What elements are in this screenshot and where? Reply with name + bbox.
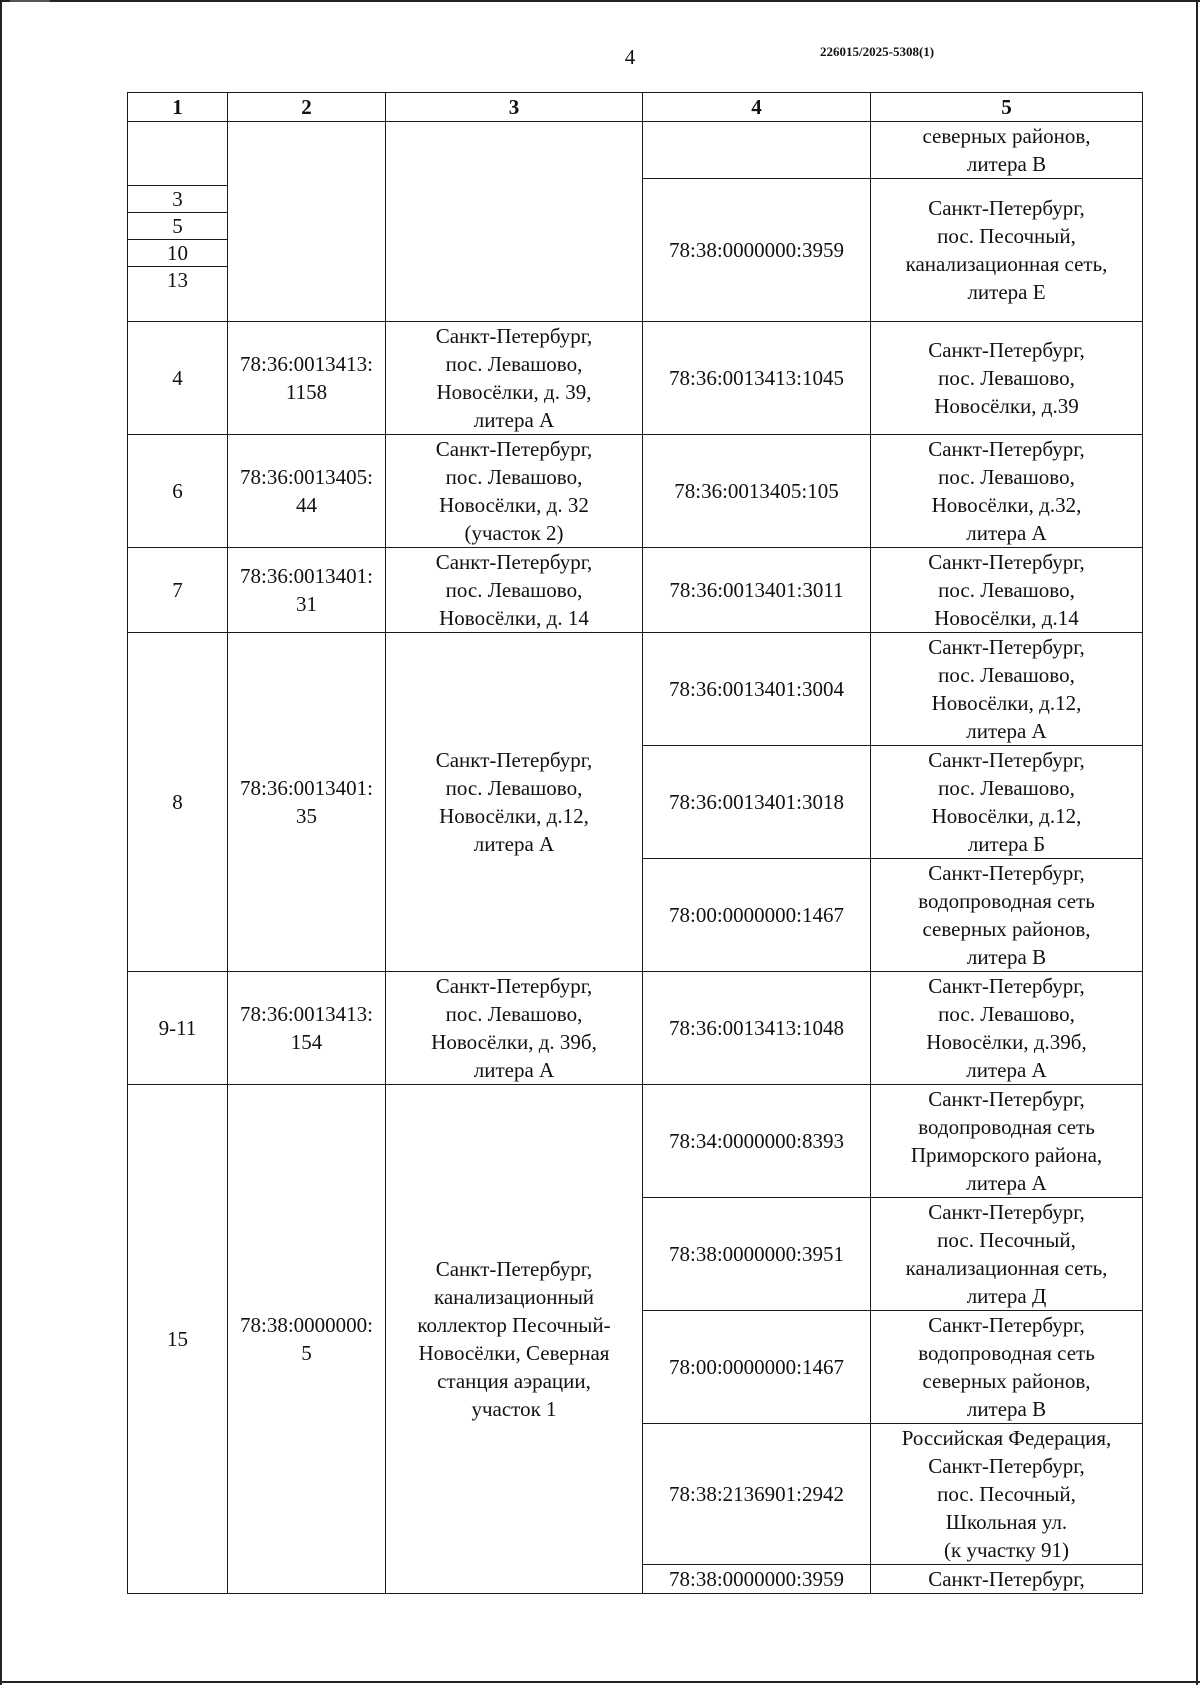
header-col-5: 5 xyxy=(871,93,1143,122)
header-col-4: 4 xyxy=(643,93,871,122)
related-cadastral-cell: 78:36:0013401:3011 xyxy=(643,548,871,633)
cadastral-number-cell: 78:36:0013405: 44 xyxy=(228,435,386,548)
page-border-bottom xyxy=(0,1681,1200,1683)
related-address-cell: Санкт-Петербург, пос. Левашово, Новосёлки, д.12, литера Б xyxy=(871,746,1143,859)
header-col-2: 2 xyxy=(228,93,386,122)
row-number-cell: 7 xyxy=(128,548,228,633)
related-address-cell: Санкт-Петербург, пос. Левашово, Новосёлки, д.32, литера А xyxy=(871,435,1143,548)
continued-number: 13 xyxy=(128,266,227,293)
address-cell: Санкт-Петербург, пос. Левашово, Новосёлки, д.12, литера А xyxy=(386,633,643,972)
related-cadastral-cell: 78:34:0000000:8393 xyxy=(643,1085,871,1198)
table-row xyxy=(128,122,1143,179)
row-number-cell: 8 xyxy=(128,633,228,972)
table-row xyxy=(128,548,1143,633)
related-address-cell: Российская Федерация, Санкт-Петербург, пос. Песочный, Школьная ул. (к участку 91) xyxy=(871,1424,1143,1565)
related-cadastral-cell: 78:38:0000000:3951 xyxy=(643,1198,871,1311)
continued-number: 5 xyxy=(128,212,227,239)
row-number-cell: 6 xyxy=(128,435,228,548)
table-row xyxy=(128,435,1143,548)
related-address-cell: Санкт-Петербург, пос. Левашово, Новосёлки, д.12, литера А xyxy=(871,633,1143,746)
table-row xyxy=(128,972,1143,1085)
row-number-cell: 15 xyxy=(128,1085,228,1594)
related-address-cell: Санкт-Петербург, пос. Левашово, Новосёлки, д.14 xyxy=(871,548,1143,633)
scan-corner-mark xyxy=(10,0,50,2)
cadastral-number-cell: 78:38:0000000: 5 xyxy=(228,1085,386,1594)
table-row xyxy=(128,322,1143,435)
continued-number: 10 xyxy=(128,239,227,266)
cadastral-number-cell: 78:36:0013401: 31 xyxy=(228,548,386,633)
page-border-top xyxy=(0,0,1200,2)
address-cell: Санкт-Петербург, канализационный коллектор Песочный- Новосёлки, Северная станция аэрации, участок 1 xyxy=(386,1085,643,1594)
related-cadastral-cell: 78:36:0013401:3004 xyxy=(643,633,871,746)
related-address-cell: Санкт-Петербург, водопроводная сеть северных районов, литера В xyxy=(871,1311,1143,1424)
cadastral-number-cell: 78:36:0013413: 154 xyxy=(228,972,386,1085)
related-cadastral-cell: 78:00:0000000:1467 xyxy=(643,1311,871,1424)
related-cadastral-cell: 78:36:0013413:1048 xyxy=(643,972,871,1085)
related-cadastral-cell: 78:38:2136901:2942 xyxy=(643,1424,871,1565)
continued-number: 3 xyxy=(128,185,227,212)
related-cadastral-cell: 78:36:0013401:3018 xyxy=(643,746,871,859)
related-cadastral-cell: 78:36:0013405:105 xyxy=(643,435,871,548)
related-cadastral-cell: 78:38:0000000:3959 xyxy=(643,1565,871,1594)
address-cell: Санкт-Петербург, пос. Левашово, Новосёлки, д. 39б, литера А xyxy=(386,972,643,1085)
related-address-cell: северных районов, литера В xyxy=(871,122,1143,179)
header-col-1: 1 xyxy=(128,93,228,122)
related-address-cell: Санкт-Петербург, пос. Левашово, Новосёлки, д.39 xyxy=(871,322,1143,435)
address-cell: Санкт-Петербург, пос. Левашово, Новосёлки, д. 32 (участок 2) xyxy=(386,435,643,548)
address-cell xyxy=(386,122,643,322)
table-row xyxy=(128,1085,1143,1198)
cadastral-number-cell: 78:36:0013413: 1158 xyxy=(228,322,386,435)
page-number: 4 xyxy=(624,45,636,69)
related-address-cell: Санкт-Петербург, пос. Песочный, канализационная сеть, литера Д xyxy=(871,1198,1143,1311)
address-cell: Санкт-Петербург, пос. Левашово, Новосёлки, д. 14 xyxy=(386,548,643,633)
related-cadastral-cell xyxy=(643,122,871,179)
row-number-cell: 4 xyxy=(128,322,228,435)
page-border-right xyxy=(1196,0,1198,1685)
header-col-3: 3 xyxy=(386,93,643,122)
address-cell: Санкт-Петербург, пос. Левашово, Новосёлки, д. 39, литера А xyxy=(386,322,643,435)
page-border-left xyxy=(0,0,2,1685)
document-reference: 226015/2025-5308(1) xyxy=(820,44,935,59)
header-row xyxy=(128,93,1143,122)
related-cadastral-cell: 78:38:0000000:3959 xyxy=(643,179,871,322)
cadastral-number-cell: 78:36:0013401: 35 xyxy=(228,633,386,972)
related-address-cell: Санкт-Петербург, xyxy=(871,1565,1143,1594)
related-address-cell: Санкт-Петербург, водопроводная сеть Приморского района, литера А xyxy=(871,1085,1143,1198)
cadastral-table xyxy=(127,92,1143,1594)
cadastral-number-cell xyxy=(228,122,386,322)
related-address-cell: Санкт-Петербург, пос. Песочный, канализационная сеть, литера Е xyxy=(871,179,1143,322)
table-row xyxy=(128,633,1143,746)
related-cadastral-cell: 78:36:0013413:1045 xyxy=(643,322,871,435)
row-number-cell: 9-11 xyxy=(128,972,228,1085)
related-cadastral-cell: 78:00:0000000:1467 xyxy=(643,859,871,972)
related-address-cell: Санкт-Петербург, водопроводная сеть северных районов, литера В xyxy=(871,859,1143,972)
related-address-cell: Санкт-Петербург, пос. Левашово, Новосёлки, д.39б, литера А xyxy=(871,972,1143,1085)
continued-number-list xyxy=(128,122,228,322)
